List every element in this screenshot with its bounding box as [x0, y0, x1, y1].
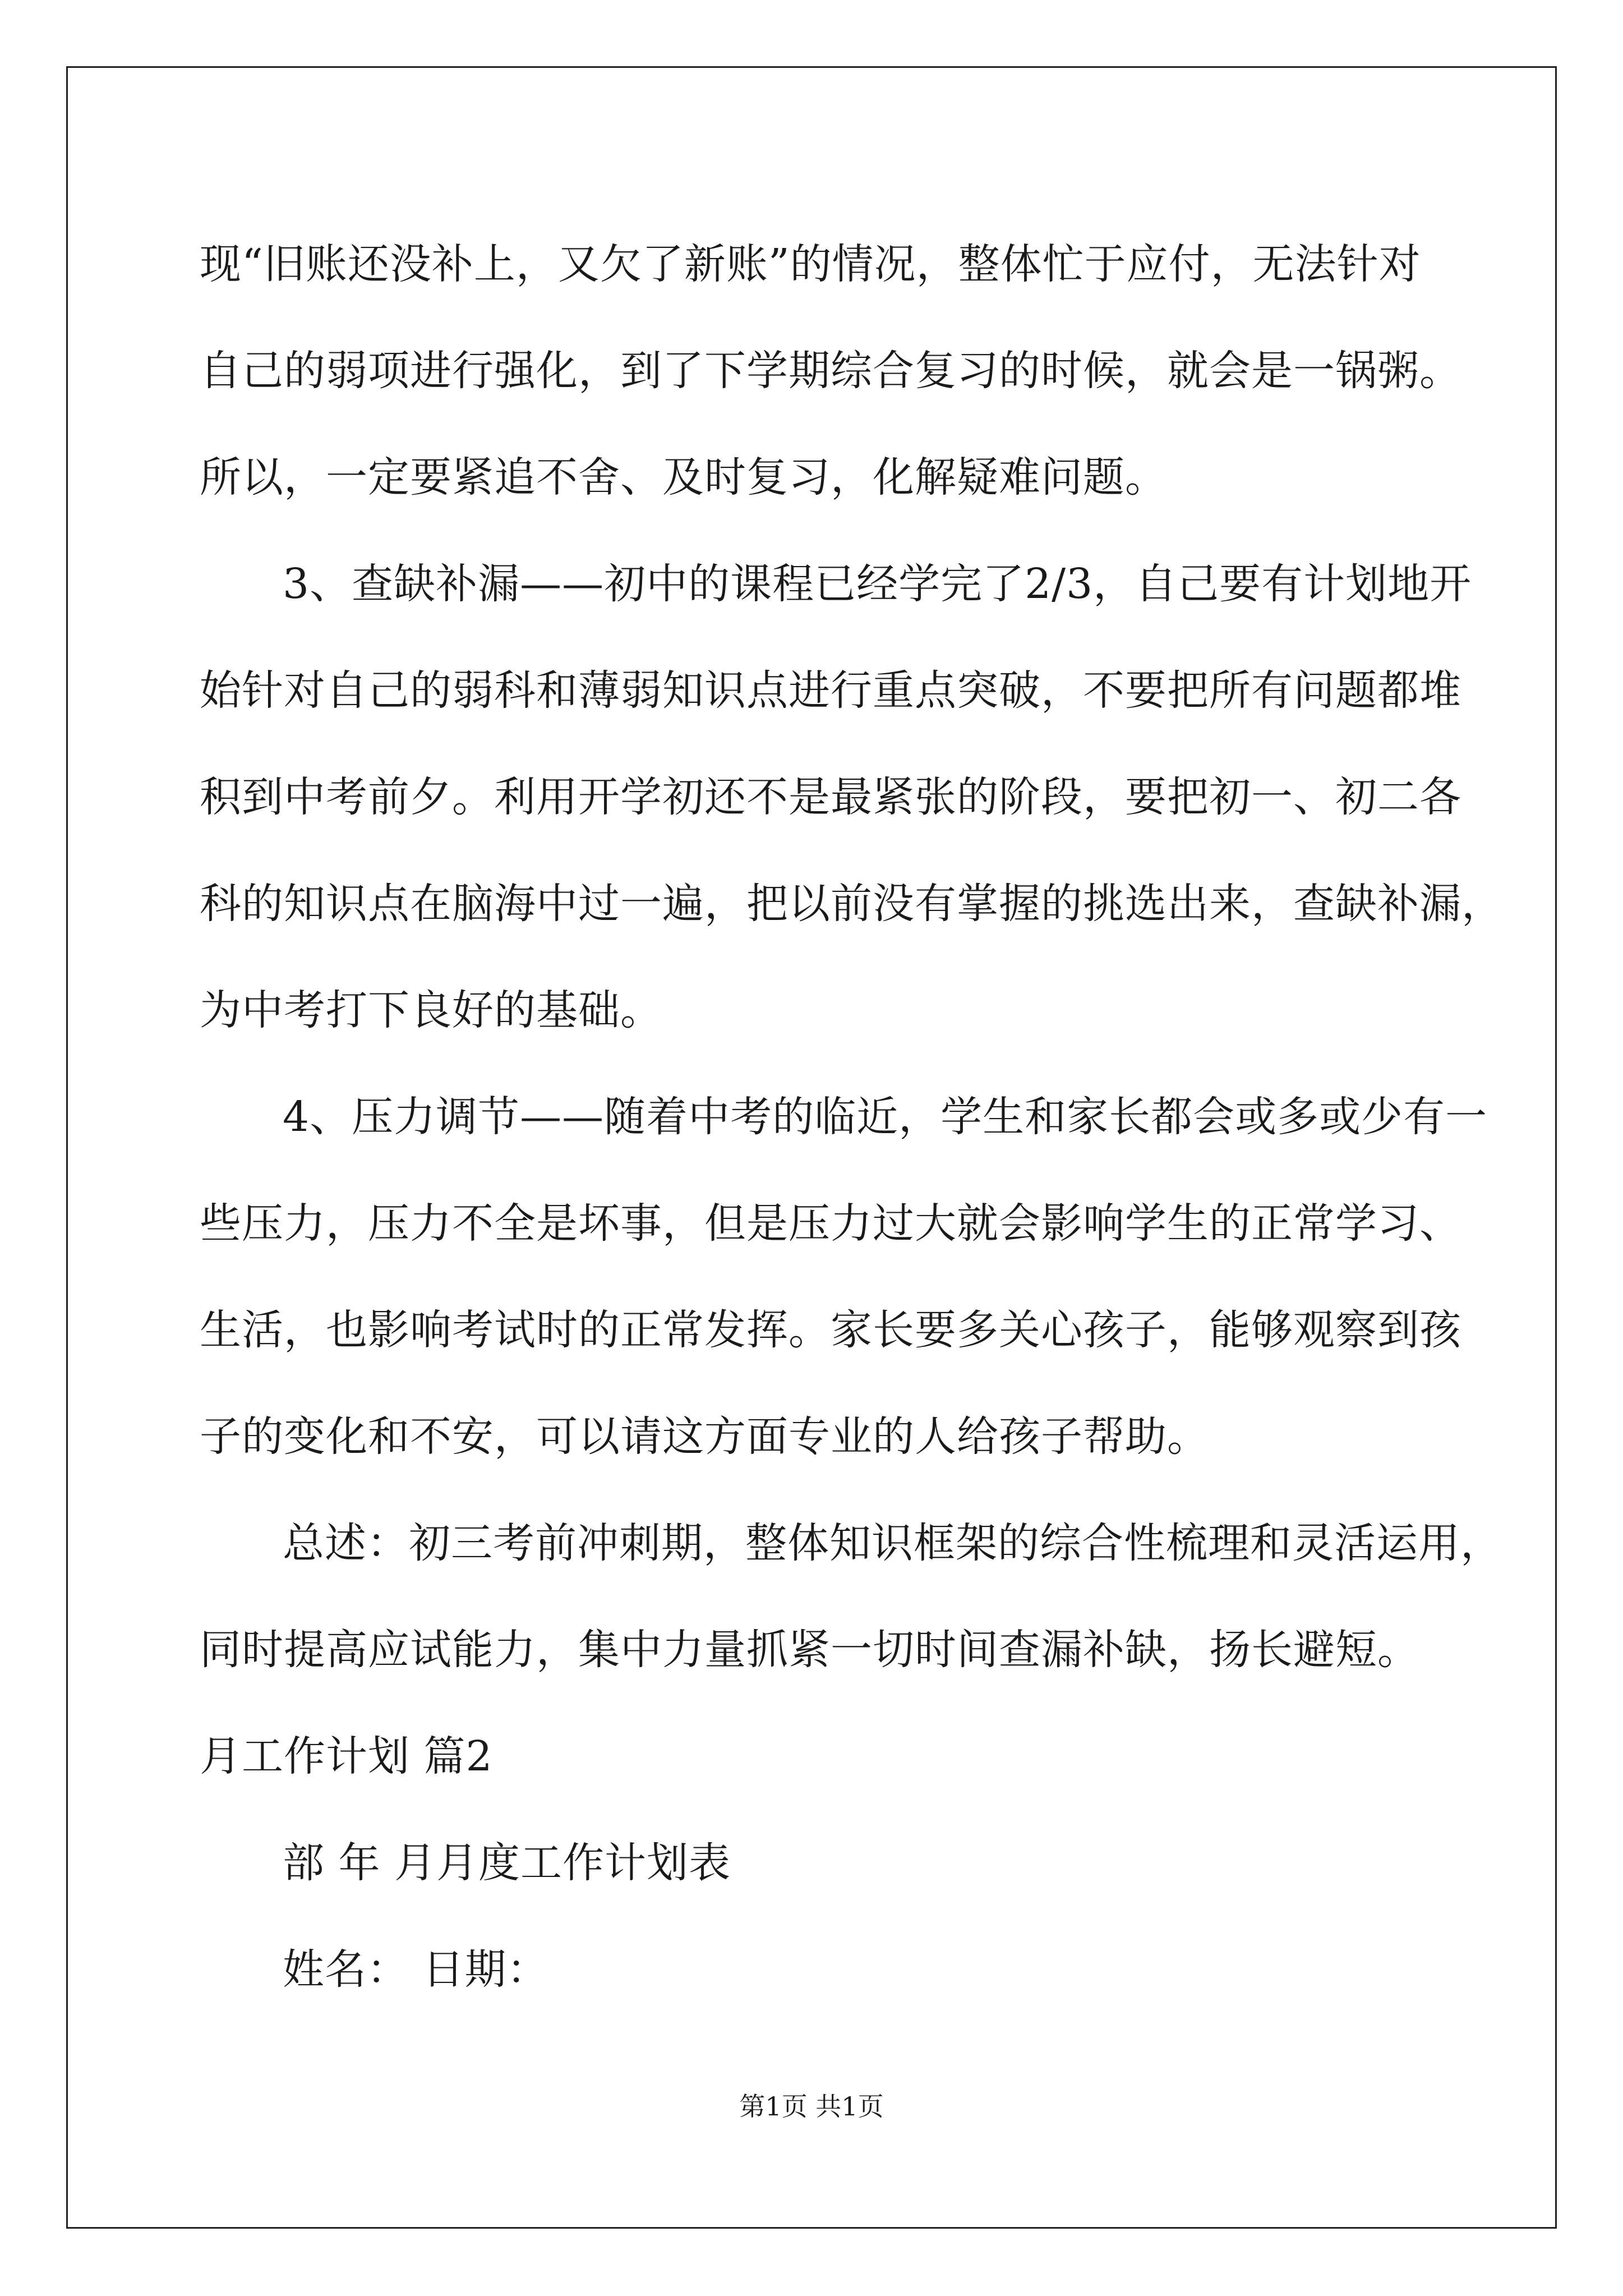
form-title: 部 年 月月度工作计划表 — [283, 1839, 731, 1887]
text-line: 为中考打下良好的基础。 — [200, 986, 662, 1034]
text-line: 子的变化和不安，可以请这方面专业的人给孩子帮助。 — [200, 1412, 1209, 1461]
text-line: 积到中考前夕。利用开学初还不是最紧张的阶段，要把初一、初二各 — [200, 773, 1461, 821]
text-line: 些压力，压力不全是坏事，但是压力过大就会影响学生的正常学习、 — [200, 1199, 1461, 1248]
text-line: 始针对自己的弱科和薄弱知识点进行重点突破，不要把所有问题都堆 — [200, 666, 1461, 715]
text-line: 自己的弱项进行强化，到了下学期综合复习的时候，就会是一锅粥。 — [200, 347, 1461, 395]
form-fields: 姓名： 日期： — [283, 1945, 549, 1994]
text-line: 所以，一定要紧追不舍、及时复习，化解疑难问题。 — [200, 453, 1167, 501]
text-line: 科的知识点在脑海中过一遍，把以前没有掌握的挑选出来，查缺补漏， — [200, 880, 1504, 928]
document-body — [200, 211, 1504, 2023]
text-line: 现“旧账还没补上，又欠了新账”的情况，整体忙于应付，无法针对 — [200, 240, 1421, 288]
text-line: 同时提高应试能力，集中力量抓紧一切时间查漏补缺，扬长避短。 — [200, 1626, 1419, 1674]
page-number-footer: 第1页 共1页 — [739, 2091, 884, 2122]
text-line: 生活，也影响考试时的正常发挥。家长要多关心孩子，能够观察到孩 — [200, 1306, 1461, 1354]
section-heading: 月工作计划 篇2 — [200, 1732, 493, 1780]
paragraph-start-line: 3、查缺补漏——初中的课程已经学完了2/3，自己要有计划地开 — [283, 560, 1472, 608]
paragraph-start-line: 4、压力调节——随着中考的临近，学生和家长都会或多或少有一 — [283, 1093, 1488, 1141]
paragraph-start-line: 总述：初三考前冲刺期，整体知识框架的综合性梳理和灵活运用， — [283, 1519, 1502, 1567]
